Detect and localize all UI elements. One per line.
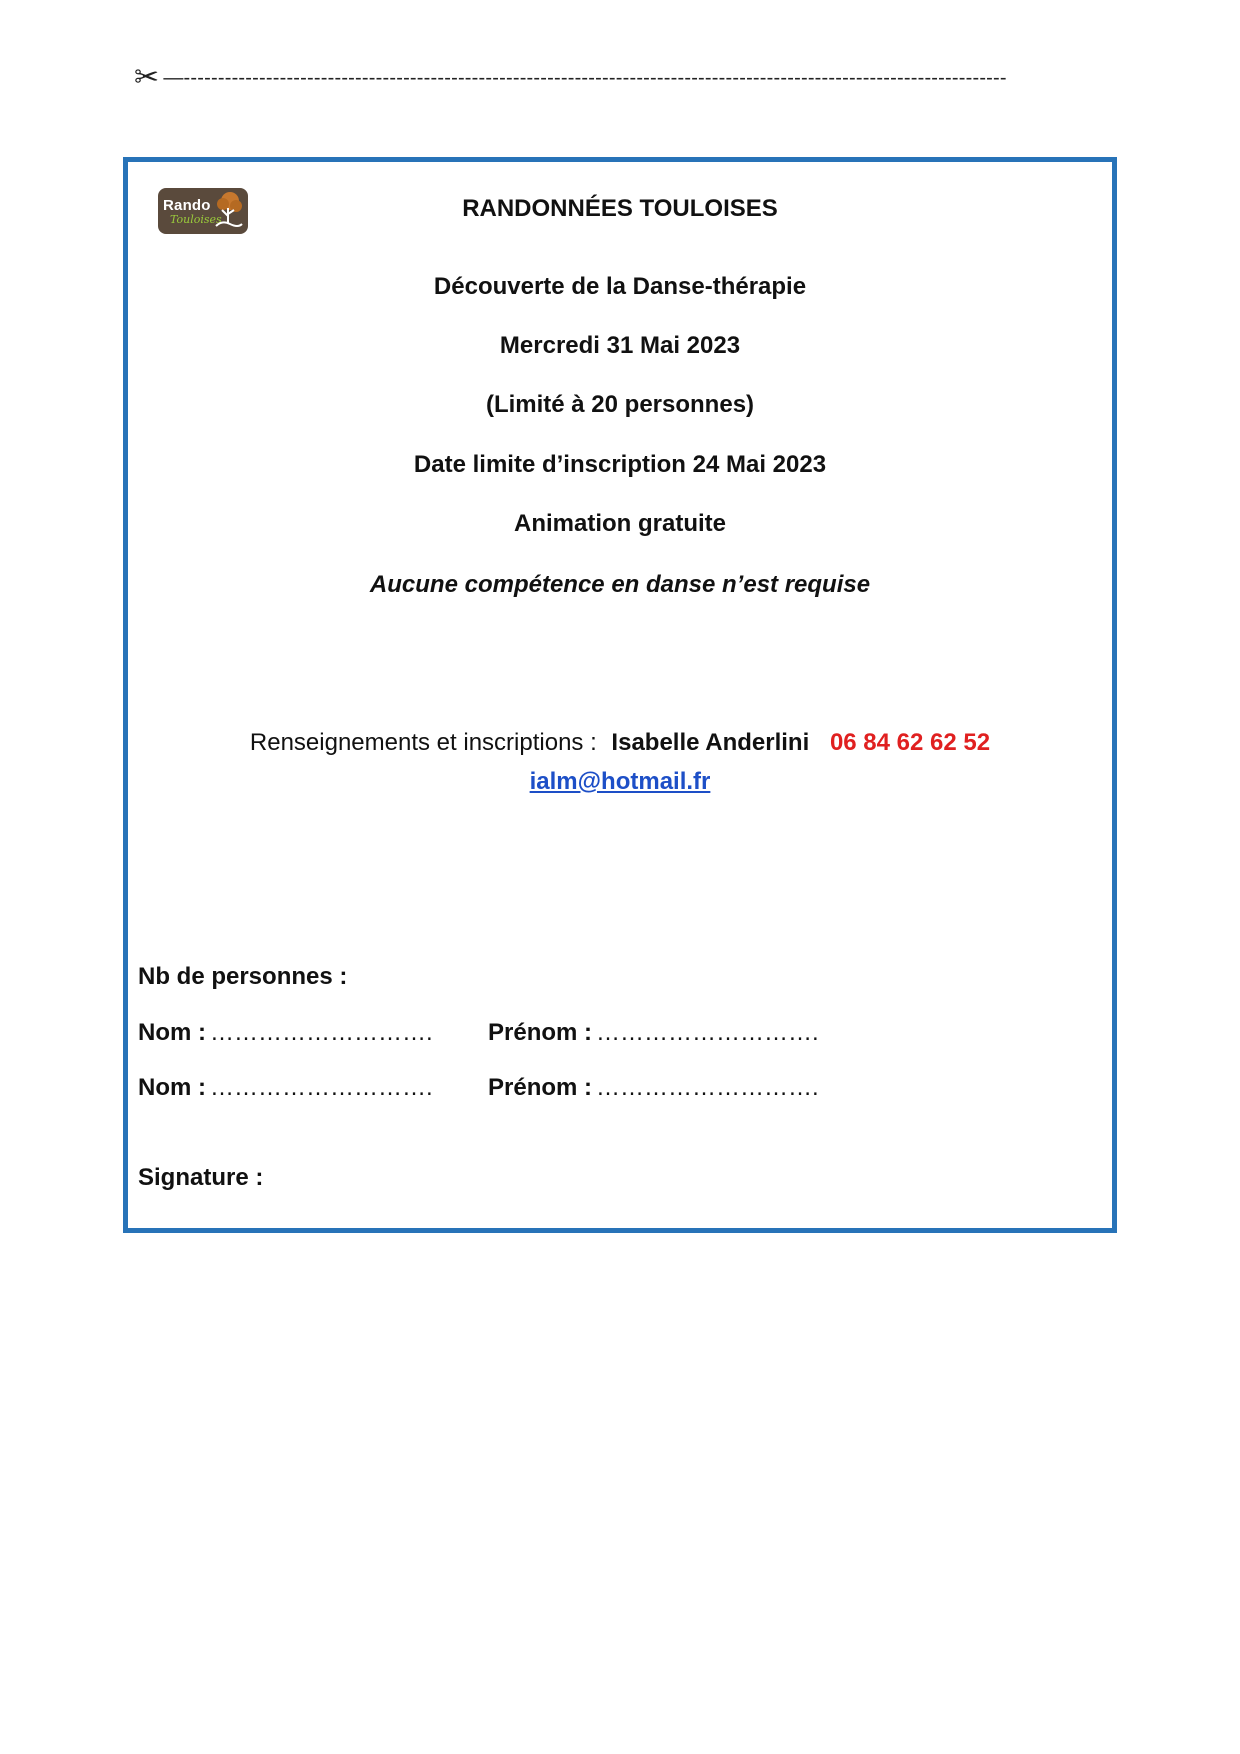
nom-label: Nom :: [138, 1019, 206, 1046]
prenom-field-1[interactable]: [488, 1019, 819, 1048]
cut-line: [134, 62, 1114, 94]
prenom-dots[interactable]: ……………………….: [596, 1019, 819, 1046]
participant-limit: (Limité à 20 personnes): [485, 391, 755, 418]
people-count-field[interactable]: [138, 963, 347, 992]
contact-label: Renseignements et inscriptions :: [249, 729, 597, 756]
cut-dashes: —------------------------------------------------------------------------------------------------------------------------: [163, 66, 1007, 89]
requirements-note: Aucune compétence en danse n’est requise: [369, 571, 871, 598]
logo-text-touloises: Touloises: [170, 213, 222, 226]
contact-email[interactable]: ialm@hotmail.fr: [529, 768, 711, 795]
nom-label: Nom :: [138, 1074, 206, 1101]
organization-title: RANDONNÉES TOULOISES: [462, 195, 778, 222]
prenom-field-2[interactable]: [488, 1074, 819, 1103]
people-count-label: Nb de personnes :: [138, 963, 348, 990]
signature-label: Signature :: [138, 1164, 264, 1191]
contact-name: Isabelle Anderlini: [611, 729, 810, 756]
registration-form: [123, 157, 1117, 1233]
nom-dots[interactable]: ……………………….: [210, 1074, 433, 1101]
prenom-label: Prénom :: [488, 1019, 593, 1046]
event-date: Mercredi 31 Mai 2023: [499, 332, 741, 359]
nom-field-1[interactable]: [138, 1019, 433, 1048]
scissors-icon: ✂: [134, 62, 160, 94]
contact-info: [128, 729, 1112, 758]
logo-text-rando: Rando: [163, 197, 211, 214]
prenom-label: Prénom :: [488, 1074, 593, 1101]
contact-email-link[interactable]: [128, 768, 1112, 796]
event-title: Découverte de la Danse-thérapie: [433, 273, 807, 300]
prenom-dots[interactable]: ……………………….: [596, 1074, 819, 1101]
signature-field[interactable]: [138, 1164, 263, 1193]
nom-dots[interactable]: ……………………….: [210, 1019, 433, 1046]
contact-phone[interactable]: 06 84 62 62 52: [829, 729, 991, 756]
registration-deadline: Date limite d’inscription 24 Mai 2023: [413, 451, 827, 478]
price-note: Animation gratuite: [513, 510, 726, 537]
nom-field-2[interactable]: [138, 1074, 433, 1103]
